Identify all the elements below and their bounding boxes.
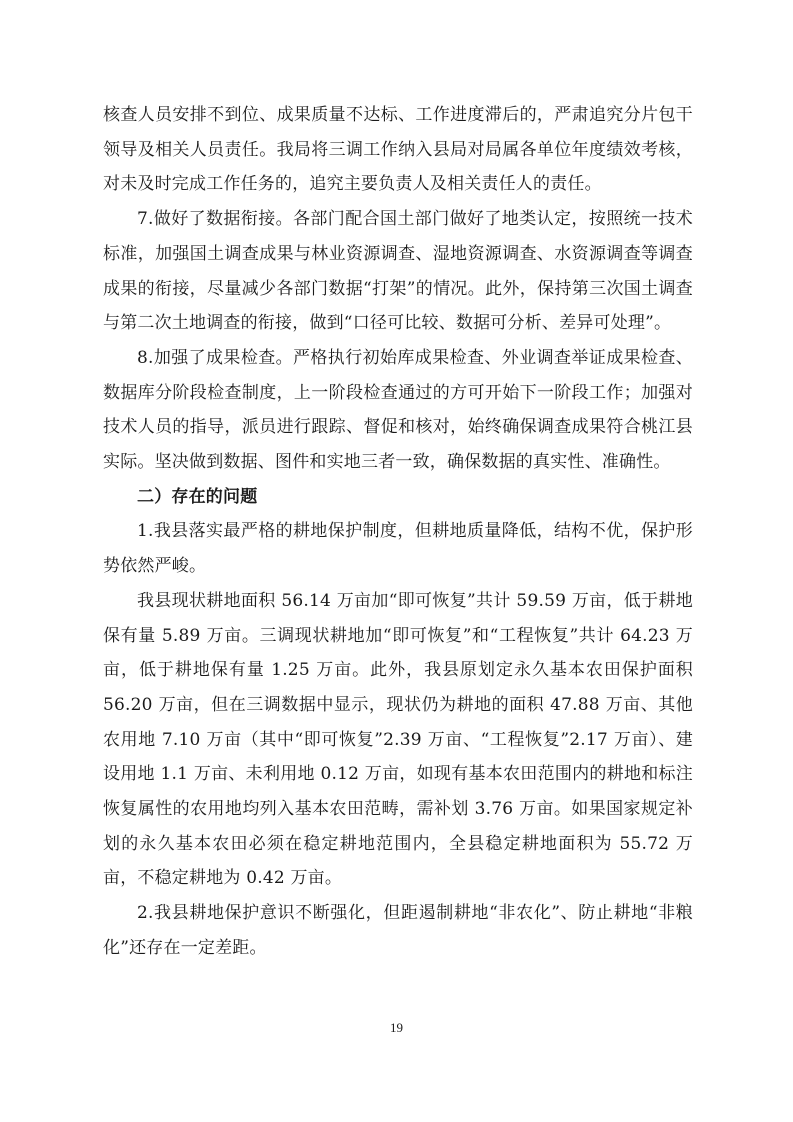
paragraph-farmland-awareness-point: 2.我县耕地保护意识不断强化，但距遏制耕地“非农化”、防止耕地“非粮化”还存在一定差距。	[103, 903, 693, 958]
section-heading-existing-problems: 二）存在的问题	[137, 486, 258, 507]
paragraph-result-inspection: 8.加强了成果检查。严格执行初始库成果检查、外业调查举证成果检查、数据库分阶段检查制度，上一阶段检查通过的方可开始下一阶段工作；加强对技术人员的指导，派员进行跟踪、督促和核对，始终确保调查成果符合桃江县实际。坚决做到数据、图件和实地三者一致，确保数据的真实性、准确性。	[103, 347, 693, 473]
paragraph-data-linking: 7.做好了数据衔接。各部门配合国土部门做好了地类认定，按照统一技术标准，加强国土调查成果与林业资源调查、湿地资源调查、水资源调查等调查成果的衔接，尽量减少各部门数据“打架”的情况。此外，保持第三次国土调查与第二次土地调查的衔接，做到“口径可比较、数据可分析、差异可处理”。	[103, 209, 693, 334]
page-number: 19	[390, 1020, 403, 1035]
paragraph-farmland-protection-point: 1.我县落实最严格的耕地保护制度，但耕地质量降低，结构不优，保护形势依然严峻。	[103, 521, 693, 577]
page-body	[103, 98, 693, 966]
paragraph-farmland-statistics: 我县现状耕地面积 56.14 万亩加“即可恢复”共计 59.59 万亩，低于耕地保有量 5.89 万亩。三调现状耕地加“即可恢复”和“工程恢复”共计 64.23 万亩，低于耕地保有量 1.25 万亩。此外，我县原划定永久基本农田保护面积 56.20 万亩，但在三调数据中显示，现状仍为耕地的面积 47.88 万亩、其他农用地 7.10 万亩（其中“即可恢复”2.39 万亩、“工程恢复”2.17 万亩）、建设用地 1.1 万亩、未利用地 0.12 万亩，如现有基本农田范围内的耕地和标注恢复属性的农用地均列入基本农田范畴，需补划 3.76 万亩。如果国家规定补划的永久基本农田必须在稳定耕地范围内，全县稳定耕地面积为 55.72 万亩，不稳定耕地为 0.42 万亩。	[103, 590, 693, 889]
paragraph-continuation: 核查人员安排不到位、成果质量不达标、工作进度滞后的，严肃追究分片包干领导及相关人员责任。我局将三调工作纳入县局对局属各单位年度绩效考核，对未及时完成工作任务的，追究主要负责人及相关责任人的责任。	[103, 105, 693, 195]
